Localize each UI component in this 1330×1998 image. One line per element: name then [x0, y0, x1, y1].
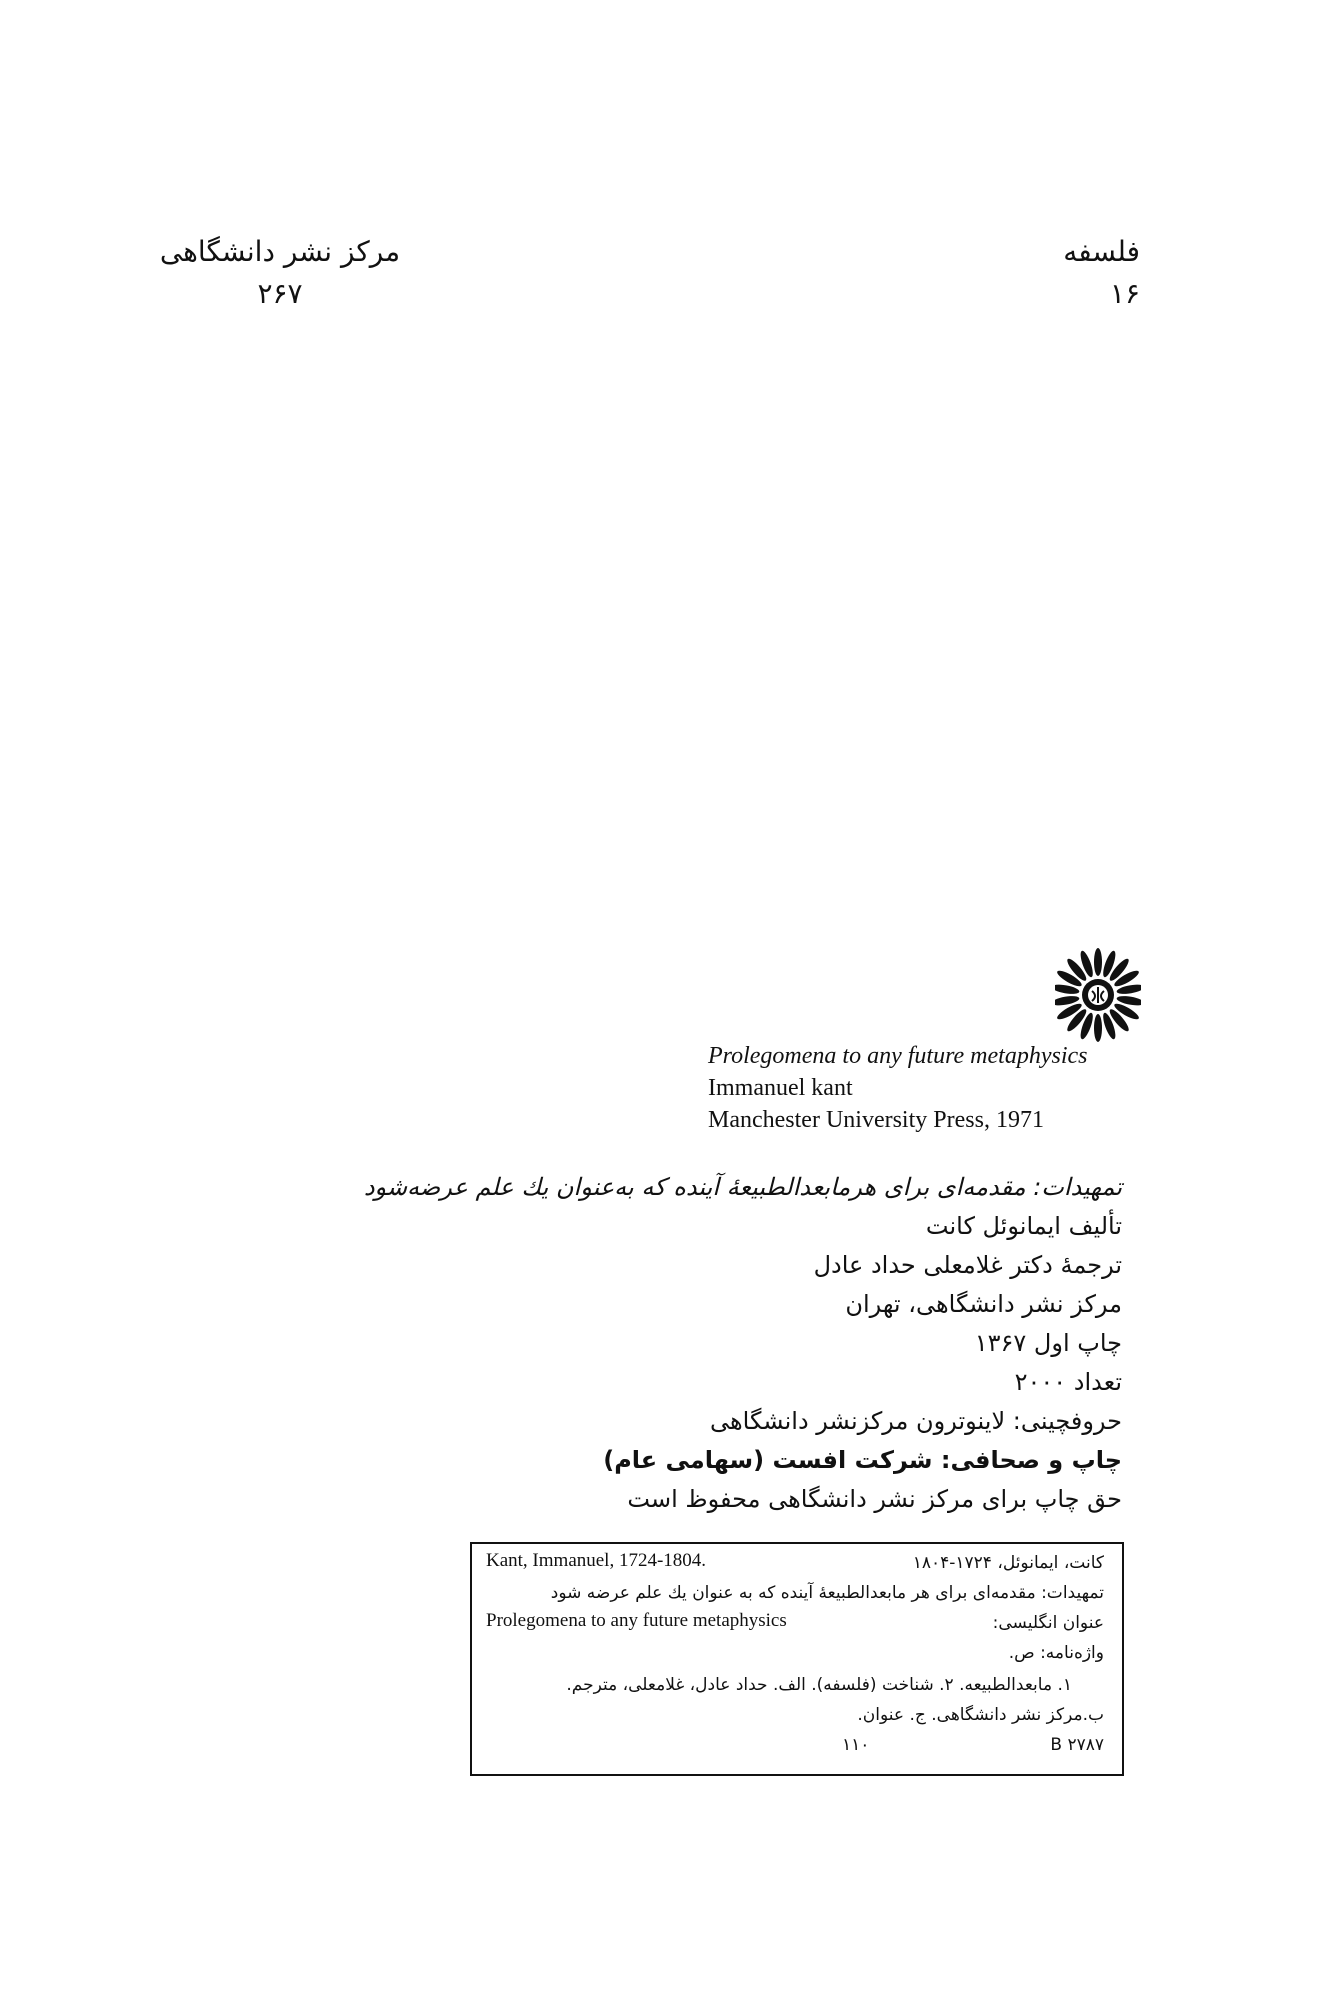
persian-edition: چاپ اول ۱۳۶۷: [974, 1329, 1122, 1357]
original-edition-info: [708, 1040, 1087, 1136]
persian-author: تألیف ایمانوئل کانت: [925, 1212, 1122, 1240]
cip-title-fa: تمهیدات: مقدمه‌ای برای هر مابعدالطبیعهٔ آینده که به عنوان یك علم عرضه شود: [550, 1583, 1104, 1603]
cip-english-title-label: عنوان انگلیسی:: [992, 1613, 1104, 1633]
series-subject-number: ۱۶: [1109, 277, 1140, 310]
persian-count: تعداد ۲۰۰۰: [1014, 1368, 1122, 1396]
cip-dewey: ۱۱۰: [842, 1735, 870, 1755]
persian-printing: چاپ و صحافی: شرکت افست (سهامی عام): [603, 1446, 1122, 1474]
persian-title: تمهیدات: مقدمه‌ای برای هرمابعدالطبیعهٔ آینده که به‌عنوان یك علم عرضه‌شود: [363, 1173, 1122, 1201]
cip-english-title: Prolegomena to any future metaphysics: [486, 1610, 787, 1631]
university-press-emblem-icon: [1055, 948, 1141, 1042]
original-title: Prolegomena to any future metaphysics: [708, 1043, 1088, 1069]
cip-author-fa: کانت، ایمانوئل، ۱۷۲۴-۱۸۰۴: [912, 1553, 1104, 1573]
cip-author-en: Kant, Immanuel, 1724-1804.: [486, 1550, 707, 1571]
original-publisher: Manchester University Press, 1971: [708, 1107, 1044, 1133]
cip-lc: B ۲۷۸۷: [1050, 1735, 1104, 1755]
persian-typesetting: حروفچینی: لاینوترون مرکزنشر دانشگاهی: [709, 1407, 1122, 1435]
series-publisher-number: ۲۶۷: [257, 277, 303, 310]
original-author: Immanuel kant: [708, 1075, 853, 1101]
series-subject: [940, 232, 1140, 316]
persian-publisher: مرکز نشر دانشگاهی، تهران: [845, 1290, 1122, 1318]
cataloging-in-publication-box: [470, 1542, 1124, 1776]
series-subject-name: فلسفه: [1063, 235, 1140, 268]
series-publisher: [150, 232, 410, 316]
cip-glossary: واژه‌نامه: ص.: [1008, 1643, 1104, 1663]
persian-copyright: حق چاپ برای مرکز نشر دانشگاهی محفوظ است: [627, 1485, 1122, 1513]
cip-subjects-2: ب.مرکز نشر دانشگاهی. ج. عنوان.: [857, 1705, 1104, 1725]
persian-translator: ترجمهٔ دکتر غلامعلی حداد عادل: [813, 1251, 1122, 1279]
cip-subjects: ۱. مابعدالطبیعه. ۲. شناخت (فلسفه). الف. حداد عادل، غلامعلی، مترجم.: [566, 1675, 1072, 1695]
series-publisher-name: مرکز نشر دانشگاهی: [159, 235, 401, 268]
persian-edition-info: [282, 1168, 1122, 1519]
